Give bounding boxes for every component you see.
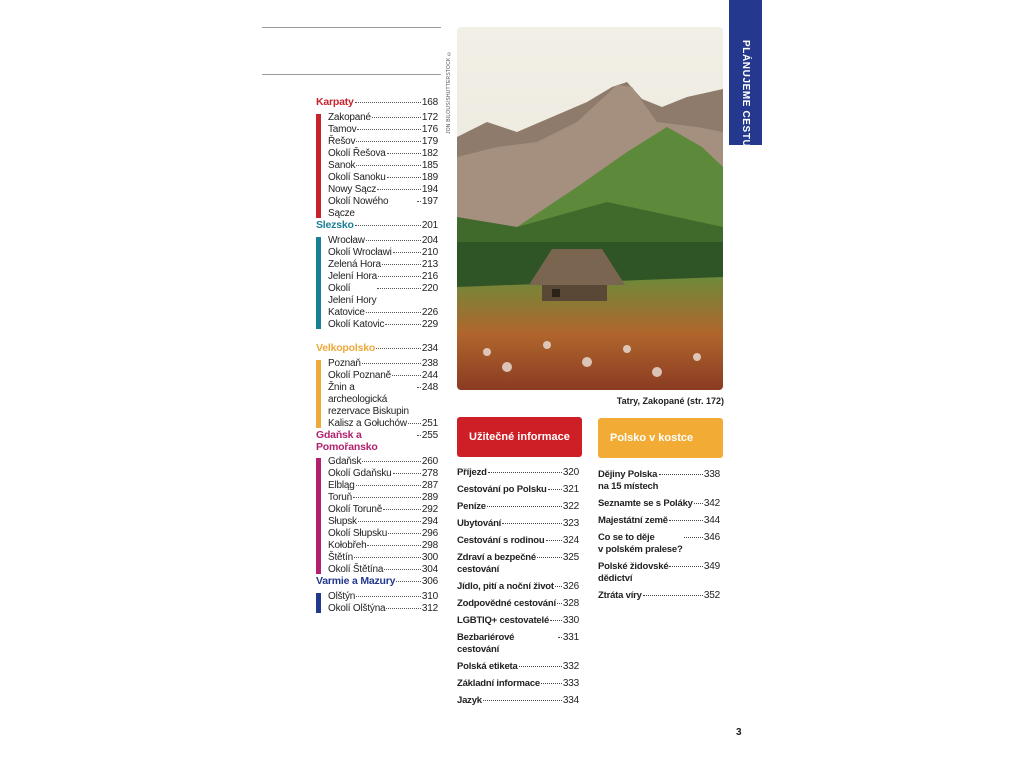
- toc-entry[interactable]: [328, 603, 438, 615]
- info-list-item[interactable]: [598, 515, 720, 527]
- dot-leader: [382, 264, 421, 265]
- toc-entry[interactable]: [328, 172, 438, 184]
- page-ref: 300: [421, 552, 438, 563]
- toc-entry-label: Okolí Olštýna: [328, 603, 386, 614]
- page-ref: 321: [562, 484, 579, 495]
- page-ref: 304: [421, 564, 438, 575]
- info-list-item[interactable]: [457, 678, 579, 690]
- page-ref: 342: [703, 498, 720, 509]
- page-ref: 289: [421, 492, 438, 503]
- toc-entry-label: Štětín: [328, 552, 353, 563]
- dot-leader: [519, 666, 562, 667]
- info-item-label: Jazyk: [457, 695, 482, 706]
- info-item-label: Dějiny Polska na 15 místech: [598, 469, 659, 492]
- page-ref: 294: [421, 516, 438, 527]
- toc-entry-list: [316, 456, 438, 576]
- toc-entry-label: Okolí Katovic: [328, 319, 385, 330]
- dot-leader: [392, 375, 421, 376]
- page-ref: 324: [562, 535, 579, 546]
- toc-entry-label: Žnin a archeologická rezervace Biskupin: [328, 382, 409, 417]
- info-item-label: Majestátní země: [598, 515, 668, 526]
- info-list-item[interactable]: [457, 632, 579, 656]
- dot-leader: [548, 489, 562, 490]
- page-ref: 244: [421, 370, 438, 381]
- dot-leader: [355, 225, 421, 226]
- toc-entry-label: Jelení Hora: [328, 271, 377, 282]
- dot-leader: [393, 473, 421, 474]
- useful-info-heading: Užitečné informace: [469, 431, 570, 443]
- info-list-item[interactable]: [457, 552, 579, 576]
- page-ref: 331: [562, 632, 579, 643]
- page-ref: 306: [421, 576, 438, 587]
- dot-leader: [643, 595, 703, 596]
- toc-entry[interactable]: [328, 184, 438, 196]
- poland-brief-heading-box: [598, 418, 723, 458]
- page-ref: 226: [421, 307, 438, 318]
- info-item-label: Bezbariérové cestování: [457, 632, 515, 655]
- dot-leader: [366, 312, 421, 313]
- photo-credit: JON BILOUS/SHUTTERSTOCK ©: [446, 49, 452, 134]
- page-ref: 333: [562, 678, 579, 689]
- page-ref: 346: [703, 532, 720, 543]
- page-ref: 334: [562, 695, 579, 706]
- page-ref: 326: [562, 581, 579, 592]
- toc-entry[interactable]: [328, 196, 438, 220]
- dot-leader: [388, 533, 421, 534]
- toc-entry-label: Okolí Toruně: [328, 504, 383, 515]
- toc-entry[interactable]: [328, 235, 438, 247]
- page-ref: 234: [421, 343, 438, 354]
- dot-leader: [488, 472, 562, 473]
- toc-entry[interactable]: [328, 283, 438, 307]
- info-list-item[interactable]: [457, 518, 579, 530]
- section-color-bar: [316, 458, 321, 574]
- toc-entry[interactable]: [328, 307, 438, 319]
- toc-entry[interactable]: [328, 540, 438, 552]
- toc-section: [316, 429, 438, 576]
- dot-leader: [396, 581, 421, 582]
- page-ref: 325: [562, 552, 579, 563]
- toc-entry-label: Katovice: [328, 307, 365, 318]
- toc-section-heading[interactable]: [316, 219, 438, 232]
- toc-entry[interactable]: [328, 319, 438, 331]
- info-list-item[interactable]: [457, 615, 579, 627]
- page-ref: 322: [562, 501, 579, 512]
- dot-leader: [408, 423, 421, 424]
- dot-leader: [557, 603, 562, 604]
- page-ref: 332: [562, 661, 579, 672]
- toc-entry[interactable]: [328, 136, 438, 148]
- toc-entry[interactable]: [328, 492, 438, 504]
- page-ref: 248: [421, 382, 438, 393]
- info-list-item[interactable]: [457, 484, 579, 496]
- toc-section: [316, 575, 438, 615]
- toc-entry[interactable]: [328, 112, 438, 124]
- toc-entry[interactable]: [328, 516, 438, 528]
- dot-leader: [541, 683, 562, 684]
- toc-section-heading[interactable]: [316, 96, 438, 109]
- page-ref: 352: [703, 590, 720, 601]
- toc-entry[interactable]: [328, 271, 438, 283]
- dot-leader: [417, 387, 421, 388]
- page-ref: 182: [421, 148, 438, 159]
- page-ref: 292: [421, 504, 438, 515]
- toc-entry[interactable]: [328, 247, 438, 259]
- toc-section-heading[interactable]: [316, 429, 438, 453]
- dot-leader: [387, 153, 421, 154]
- info-item-label: Jídlo, pití a noční život: [457, 581, 554, 592]
- dot-leader: [384, 569, 421, 570]
- info-list-item[interactable]: [457, 598, 579, 610]
- section-color-bar: [316, 593, 321, 613]
- page-ref: 213: [421, 259, 438, 270]
- info-item-label: Cestování s rodinou: [457, 535, 545, 546]
- dot-leader: [356, 485, 421, 486]
- dot-leader: [377, 288, 421, 289]
- dot-leader: [356, 165, 421, 166]
- toc-entry[interactable]: [328, 259, 438, 271]
- page-number: 3: [736, 727, 742, 738]
- page-ref: 176: [421, 124, 438, 135]
- toc-section: [316, 342, 438, 430]
- info-item-label: Zdraví a bezpečné cestování: [457, 552, 536, 575]
- toc-entry-label: Okolí Sanoku: [328, 172, 386, 183]
- page-ref: 194: [421, 184, 438, 195]
- toc-section-heading[interactable]: [316, 575, 438, 588]
- toc-section-title: Varmie a Mazury: [316, 575, 396, 587]
- poland-brief-heading: Polsko v kostce: [610, 432, 694, 444]
- dot-leader: [376, 348, 421, 349]
- info-item-label: Zodpovědné cestování: [457, 598, 556, 609]
- page-ref: 349: [703, 561, 720, 572]
- info-item-label: Základní informace: [457, 678, 540, 689]
- toc-entry-label: Olštýn: [328, 591, 356, 602]
- page-ref: 330: [562, 615, 579, 626]
- toc-entry-label: Kalisz a Gołuchów: [328, 418, 407, 429]
- toc-entry[interactable]: [328, 552, 438, 564]
- toc-entry[interactable]: [328, 160, 438, 172]
- toc-entry[interactable]: [328, 528, 438, 540]
- mountain-hut-photo: [457, 27, 723, 390]
- info-item-label: Polské židovské dědictví: [598, 561, 669, 584]
- toc-entry[interactable]: [328, 382, 438, 418]
- info-list-item[interactable]: [598, 532, 720, 556]
- page-ref: 229: [421, 319, 438, 330]
- toc-entry-label: Řešov: [328, 136, 356, 147]
- info-list-item[interactable]: [457, 501, 579, 513]
- page-ref: 197: [421, 196, 438, 207]
- top-rule-2: [262, 74, 441, 75]
- page-ref: 328: [562, 598, 579, 609]
- toc-entry[interactable]: [328, 504, 438, 516]
- page-ref: 179: [421, 136, 438, 147]
- page-ref: 320: [562, 467, 579, 478]
- dot-leader: [354, 557, 421, 558]
- dot-leader: [684, 537, 703, 538]
- info-item-label: Ubytování: [457, 518, 502, 529]
- toc-section-title: Gdaňsk a Pomořansko: [316, 429, 378, 453]
- toc-entry-list: [316, 358, 438, 430]
- toc-section: [316, 96, 438, 220]
- dot-leader: [386, 608, 420, 609]
- toc-entry[interactable]: [328, 358, 438, 370]
- dot-leader: [356, 141, 421, 142]
- section-color-bar: [316, 114, 321, 218]
- toc-entry[interactable]: [328, 591, 438, 603]
- dot-leader: [362, 461, 421, 462]
- info-item-label: Cestování po Polsku: [457, 484, 547, 495]
- toc-entry-label: Tamov: [328, 124, 357, 135]
- toc-entry[interactable]: [328, 148, 438, 160]
- toc-entry-list: [316, 591, 438, 615]
- dot-leader: [555, 586, 562, 587]
- toc-entry-label: Kołobřeh: [328, 540, 367, 551]
- dot-leader: [550, 620, 562, 621]
- chapter-tab-label: PLÁNUJEME CESTU: [740, 40, 751, 148]
- toc-section-heading[interactable]: [316, 342, 438, 355]
- dot-leader: [366, 240, 421, 241]
- info-list-item[interactable]: [457, 695, 579, 707]
- toc-entry-label: Okolí Słupsku: [328, 528, 388, 539]
- page-ref: 185: [421, 160, 438, 171]
- toc-entry-label: Toruň: [328, 492, 353, 503]
- dot-leader: [669, 566, 703, 567]
- toc-entry-list: [316, 235, 438, 331]
- page-ref: 168: [421, 97, 438, 108]
- toc-entry[interactable]: [328, 480, 438, 492]
- toc-entry[interactable]: [328, 456, 438, 468]
- photo-caption: Tatry, Zakopané (str. 172): [616, 396, 724, 406]
- info-list-item[interactable]: [598, 469, 720, 493]
- page-ref: 338: [703, 469, 720, 480]
- dot-leader: [537, 557, 562, 558]
- page-ref: 323: [562, 518, 579, 529]
- dot-leader: [546, 540, 562, 541]
- info-item-label: Polská etiketa: [457, 661, 518, 672]
- toc-entry-label: Okolí Gdaňsku: [328, 468, 392, 479]
- dot-leader: [417, 201, 421, 202]
- dot-leader: [383, 509, 421, 510]
- info-item-label: Příjezd: [457, 467, 487, 478]
- dot-leader: [558, 637, 562, 638]
- dot-leader: [669, 520, 703, 521]
- chapter-tab: [729, 0, 762, 148]
- toc-entry-label: Słupsk: [328, 516, 357, 527]
- info-list-item[interactable]: [598, 498, 720, 510]
- page-ref: 312: [421, 603, 438, 614]
- toc-section-title: Slezsko: [316, 219, 354, 231]
- page-ref: 296: [421, 528, 438, 539]
- page-ref: 238: [421, 358, 438, 369]
- dot-leader: [358, 521, 421, 522]
- info-list-item[interactable]: [457, 535, 579, 547]
- toc-entry[interactable]: [328, 124, 438, 136]
- page-ref: 201: [421, 220, 438, 231]
- page-ref: 260: [421, 456, 438, 467]
- dot-leader: [487, 506, 562, 507]
- toc-entry-list: [316, 112, 438, 220]
- page-ref: 204: [421, 235, 438, 246]
- page-ref: 210: [421, 247, 438, 258]
- info-item-label: Seznamte se s Poláky: [598, 498, 693, 509]
- dot-leader: [362, 363, 421, 364]
- poland-brief-list: [598, 469, 720, 607]
- dot-leader: [393, 252, 421, 253]
- dot-leader: [659, 474, 703, 475]
- toc-section-title: Velkopolsko: [316, 342, 376, 354]
- toc-entry-label: Okolí Poznaně: [328, 370, 391, 381]
- info-list-item[interactable]: [457, 661, 579, 673]
- dot-leader: [385, 324, 421, 325]
- top-rule-1: [262, 27, 441, 28]
- page-ref: 251: [421, 418, 438, 429]
- toc-entry-label: Poznaň: [328, 358, 361, 369]
- page-ref: 344: [703, 515, 720, 526]
- page-ref: 216: [421, 271, 438, 282]
- dot-leader: [387, 177, 421, 178]
- dot-leader: [367, 545, 420, 546]
- toc-entry-label: Elbląg: [328, 480, 355, 491]
- info-list-item[interactable]: [598, 590, 720, 602]
- toc-entry-label: Okolí Nowého Sącze: [328, 196, 389, 219]
- dot-leader: [483, 700, 562, 701]
- toc-section: [316, 219, 438, 331]
- dot-leader: [694, 503, 703, 504]
- dot-leader: [502, 523, 562, 524]
- section-color-bar: [316, 360, 321, 428]
- toc-entry-label: Okolí Jelení Hory: [328, 283, 377, 306]
- info-item-label: LGBTIQ+ cestovatelé: [457, 615, 550, 626]
- page-ref: 172: [421, 112, 438, 123]
- page-ref: 189: [421, 172, 438, 183]
- toc-entry-label: Gdaňsk: [328, 456, 362, 467]
- toc-entry-label: Sanok: [328, 160, 356, 171]
- toc-section-title: Karpaty: [316, 96, 354, 108]
- page-ref: 220: [421, 283, 438, 294]
- dot-leader: [377, 189, 421, 190]
- page-ref: 278: [421, 468, 438, 479]
- toc-entry[interactable]: [328, 468, 438, 480]
- toc-entry-label: Nowy Sącz: [328, 184, 377, 195]
- page-ref: 287: [421, 480, 438, 491]
- dot-leader: [357, 129, 420, 130]
- dot-leader: [356, 596, 421, 597]
- dot-leader: [378, 276, 421, 277]
- dot-leader: [417, 435, 421, 436]
- info-list-item[interactable]: [457, 581, 579, 593]
- dot-leader: [372, 117, 421, 118]
- toc-entry-label: Zakopané: [328, 112, 371, 123]
- page-ref: 310: [421, 591, 438, 602]
- toc-entry-label: Okolí Řešova: [328, 148, 386, 159]
- toc-entry-label: Zelená Hora: [328, 259, 381, 270]
- useful-info-list: [457, 467, 579, 712]
- info-list-item[interactable]: [457, 467, 579, 479]
- info-item-label: Peníze: [457, 501, 486, 512]
- dot-leader: [353, 497, 421, 498]
- page-ref: 298: [421, 540, 438, 551]
- useful-info-heading-box: [457, 417, 582, 457]
- section-color-bar: [316, 237, 321, 329]
- info-item-label: Co se to děje v polském pralese?: [598, 532, 683, 555]
- page-ref: 255: [421, 430, 438, 441]
- toc-entry-label: Okolí Štětína: [328, 564, 384, 575]
- landscape-illustration: [457, 27, 723, 390]
- dot-leader: [355, 102, 421, 103]
- toc-entry-label: Wrocław: [328, 235, 365, 246]
- toc-entry[interactable]: [328, 370, 438, 382]
- info-list-item[interactable]: [598, 561, 720, 585]
- info-item-label: Ztráta víry: [598, 590, 642, 601]
- toc-entry-label: Okolí Wrocławi: [328, 247, 392, 258]
